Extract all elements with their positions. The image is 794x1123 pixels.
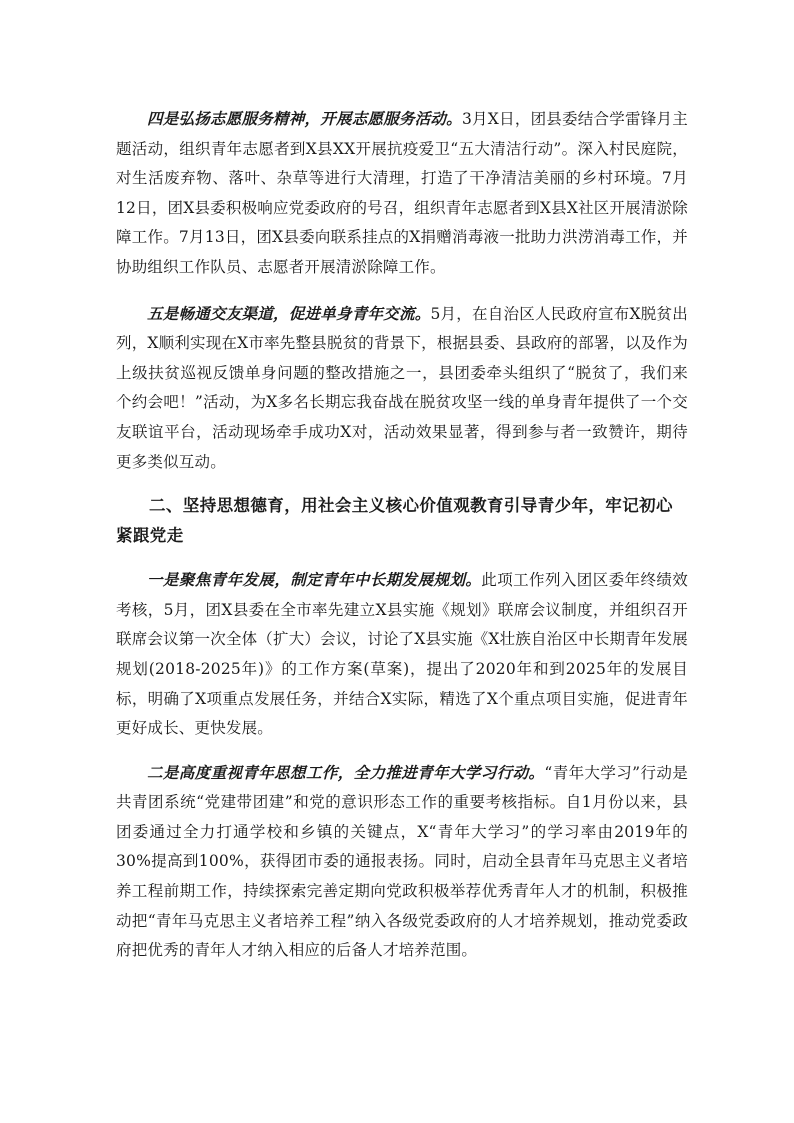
- paragraph-lead: 四是弘扬志愿服务精神，开展志愿服务活动。: [147, 109, 462, 128]
- section-heading: 二、坚持思想德育，用社会主义核心价值观教育引导青少年，牢记初心紧跟党走: [116, 496, 673, 546]
- document-page: [116, 104, 688, 966]
- paragraph-youth-dating: [116, 299, 688, 478]
- paragraph-lead: 五是畅通交友渠道，促进单身青年交流。: [147, 303, 431, 323]
- paragraph-body: 3月X日，团县委结合学雷锋月主题活动，组织青年志愿者到X县XX开展抗疫爱卫“五大清洁行动”。深入村民庭院，对生活废弃物、落叶、杂草等进行大清理，打造了干净清洁美丽的乡村环境。7月12日，团X县委积极响应党委政府的号召，组织青年志愿者到X县X社区开展清淤除障工作。7月13日，团X县委向联系挂点的X捐赠消毒液一批助力洪涝消毒工作，并协助组织工作队员、志愿者开展清淤除障工作。: [116, 110, 688, 276]
- paragraph-youth-study: [116, 758, 688, 966]
- paragraph-body: 此项工作列入团区委年终绩效考核，5月，团X县委在全市率先建立X县实施《规划》联席会议制度，并组织召开联席会议第一次全体（扩大）会议，讨论了X县实施《X壮族自治区中长期青年发展规划(2018-2025年)》的工作方案(草案)，提出了2020年和到2025年的发展目标，明确了X项重点发展任务，并结合X实际，精选了X个重点项目实施，促进青年更好成长、更快发展。: [116, 571, 688, 738]
- paragraph-lead: 二是高度重视青年思想工作，全力推进青年大学习行动。: [147, 762, 545, 782]
- paragraph-lead: 一是聚焦青年发展，制定青年中长期发展规划。: [147, 570, 482, 590]
- paragraph-youth-development: [116, 565, 688, 744]
- paragraph-volunteer-service: [116, 104, 688, 283]
- paragraph-body: 5月，在自治区人民政府宣布X脱贫出列，X顺利实现在X市率先整县脱贫的背景下，根据县委、县政府的部署，以及作为上级扶贫巡视反馈单身问题的整改措施之一，县团委牵头组织了“脱贫了，我们来个约会吧！”活动，为X多名长期忘我奋战在脱贫攻坚一线的单身青年提供了一个交友联谊平台，活动现场牵手成功X对，活动效果显著，得到参与者一致赞许，期待更多类似互动。: [116, 304, 688, 471]
- paragraph-body: “青年大学习”行动是共青团系统“党建带团建”和党的意识形态工作的重要考核指标。自1月份以来，县团委通过全力打通学校和乡镇的关键点，X“青年大学习”的学习率由2019年的30%提高到100%，获得团市委的通报表扬。同时，启动全县青年马克思主义者培养工程前期工作，持续探索完善定期向党政积极举荐优秀青年人才的机制，积极推动把“青年马克思主义者培养工程”纳入各级党委政府的人才培养规划，推动党委政府把优秀的青年人才纳入相应的后备人才培养范围。: [116, 763, 688, 960]
